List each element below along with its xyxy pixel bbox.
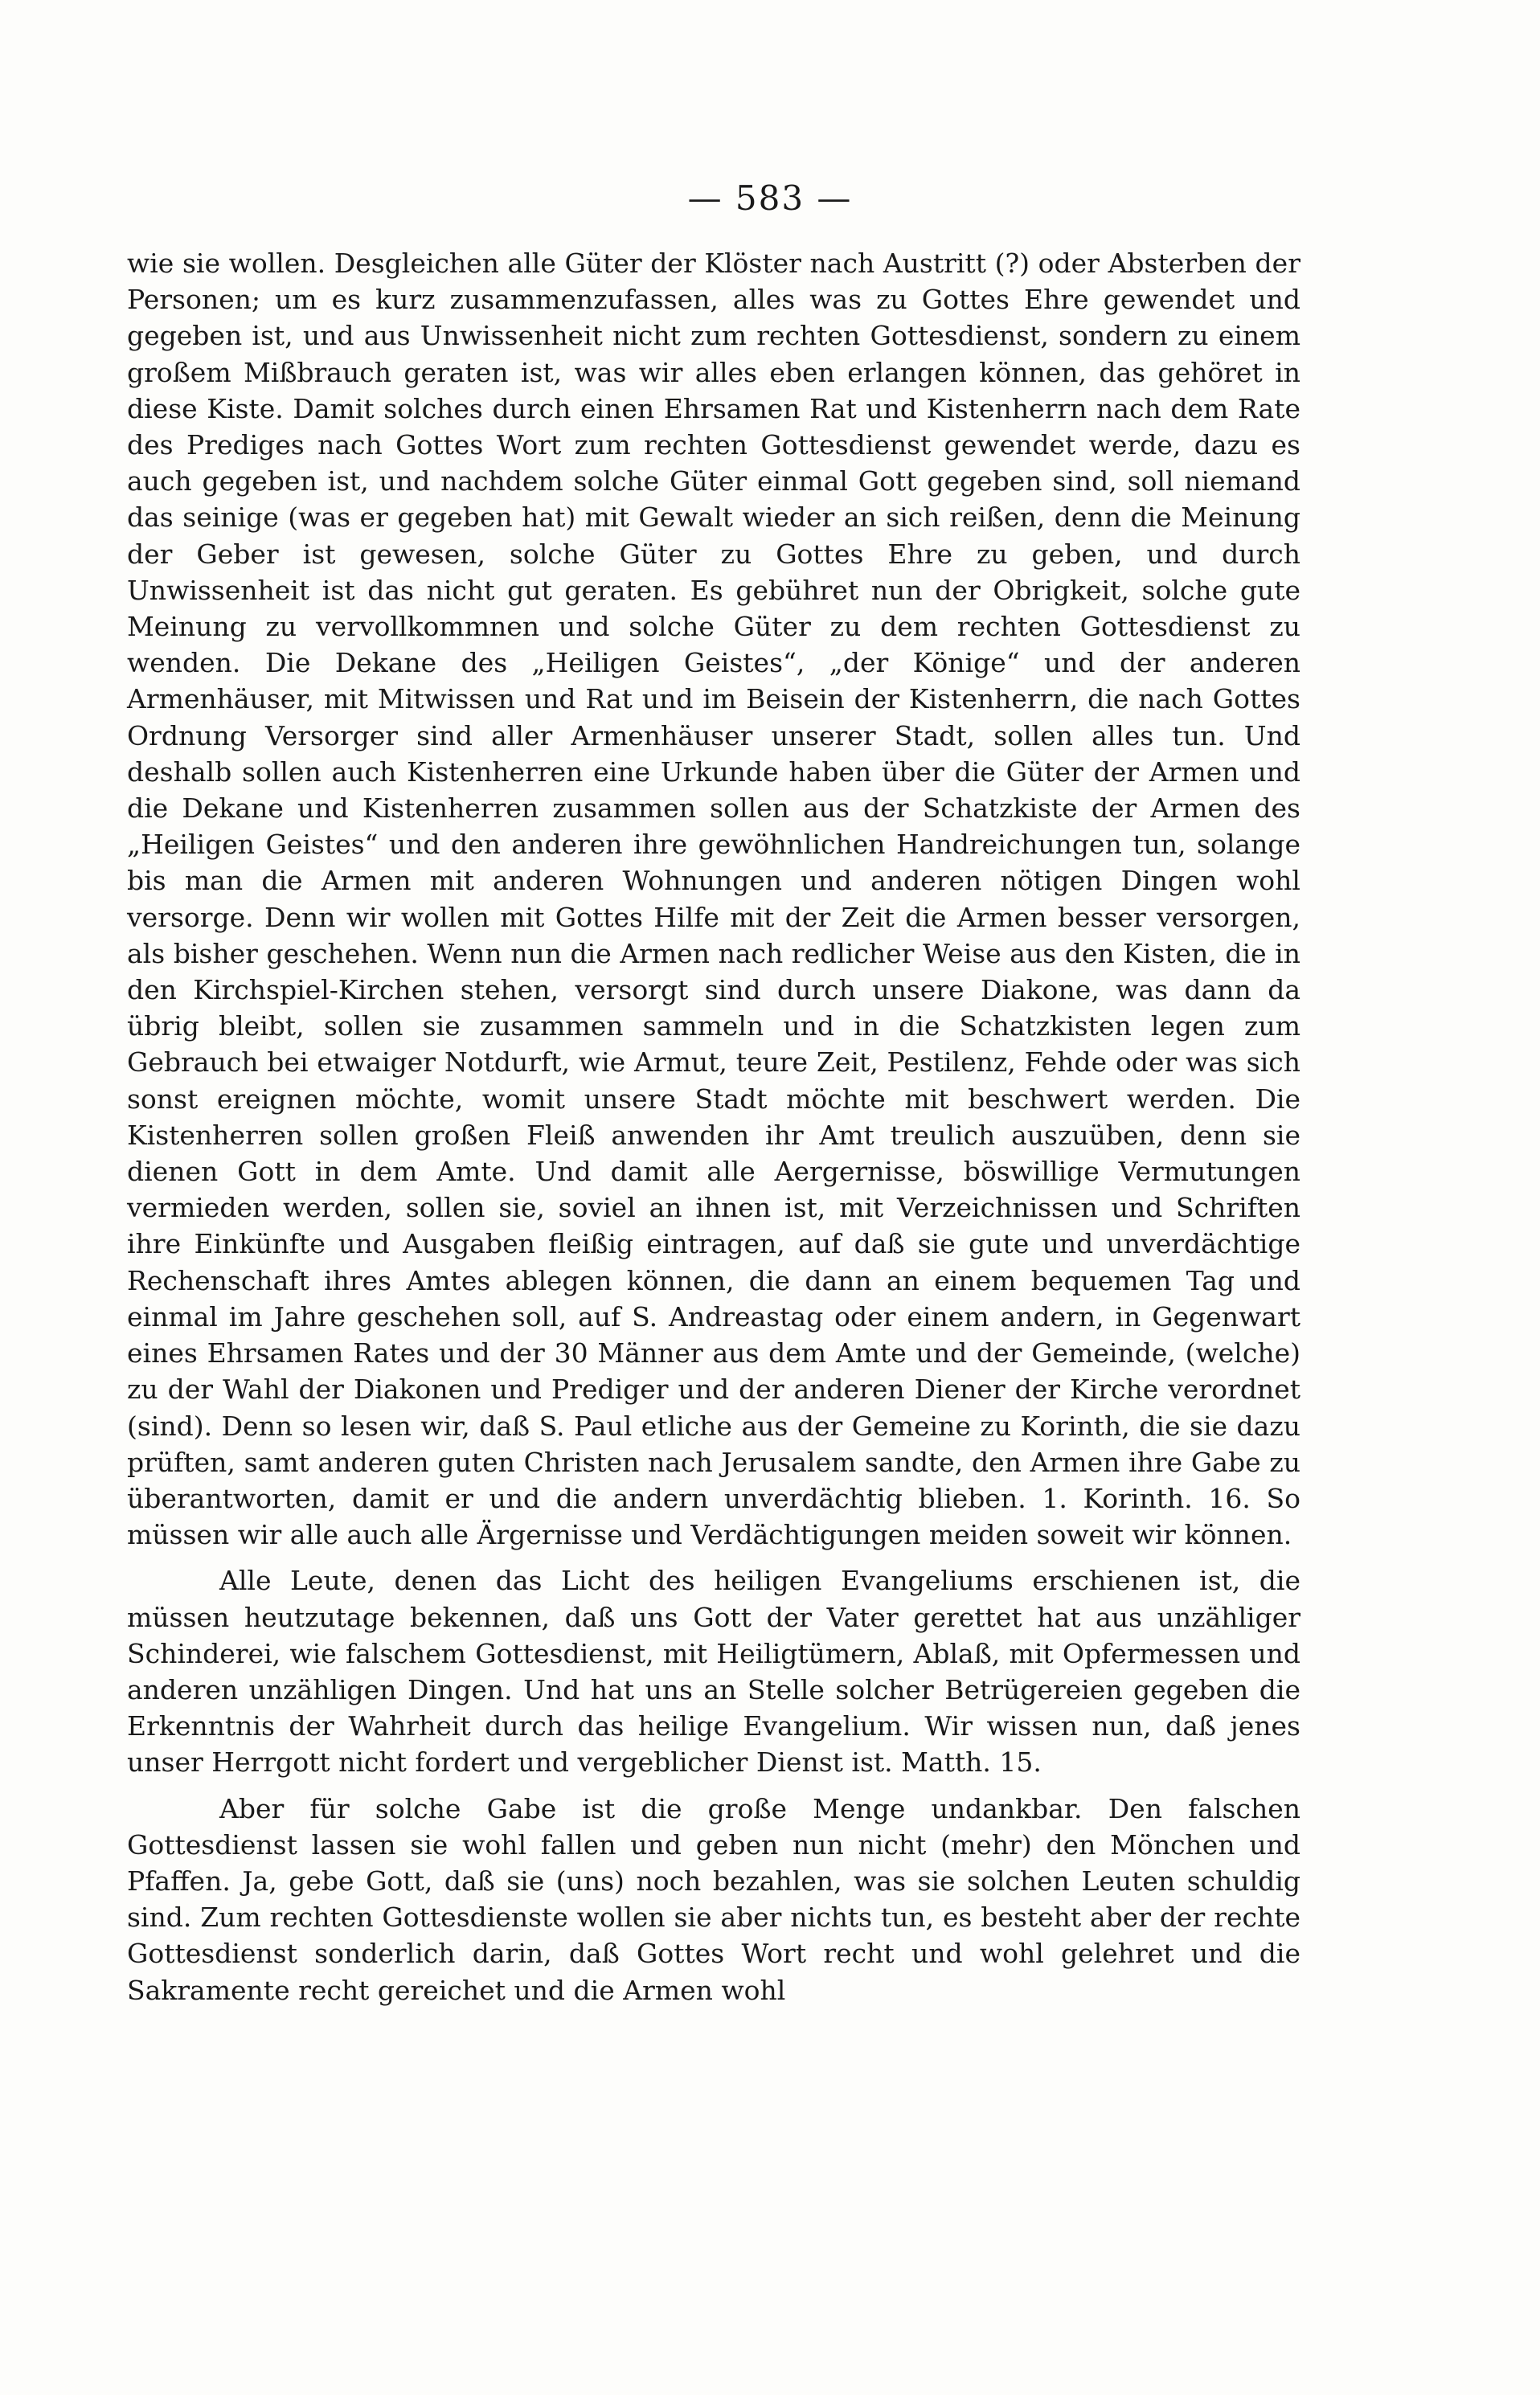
page-number: — 583 — bbox=[687, 178, 853, 218]
paragraph: Alle Leute, denen das Licht des heiligen Evangeliums erschienen ist, die müssen heutzutage bekennen, daß uns Gott der Vater gerettet hat aus unzähliger Schinderei, wie falschem Gottesdienst, mit Heiligtümern, Ablaß, mit Opfermessen und anderen unzähligen Dingen. Und hat uns an Stelle solcher Betrügereien gegeben die Erkenntnis der Wahrheit durch das heilige Evangelium. Wir wissen nun, daß jenes unser Herrgott nicht fordert und vergeblicher Dienst ist. Matth. 15. bbox=[127, 1565, 1300, 1779]
body-text bbox=[127, 245, 1300, 2008]
paragraph: wie sie wollen. Desgleichen alle Güter der Klöster nach Austritt (?) oder Absterben der Personen; um es kurz zusammenzufassen, alles was zu Gottes Ehre gewendet und gegeben ist, und aus Unwissenheit nicht zum rechten Gottesdienst, sondern zu einem großem Mißbrauch geraten ist, was wir alles eben erlangen können, das gehöret in diese Kiste. Damit solches durch einen Ehrsamen Rat und Kistenherrn nach dem Rate des Prediges nach Gottes Wort zum rechten Gottesdienst gewendet werde, dazu es auch gegeben ist, und nachdem solche Güter einmal Gott gegeben sind, soll niemand das seinige (was er gegeben hat) mit Gewalt wieder an sich reißen, denn die Meinung der Geber ist gewesen, solche Güter zu Gottes Ehre zu geben, und durch Unwissenheit ist das nicht gut geraten. Es gebühret nun der Obrigkeit, solche gute Meinung zu vervollkommnen und solche Güter zu dem rechten Gottesdienst zu wenden. Die Dekane des „Heiligen Geistes“, „der Könige“ und der anderen Armenhäuser, mit Mitwissen und Rat und im Beisein der Kistenherrn, die nach Gottes Ordnung Versorger sind aller Armenhäuser unserer Stadt, sollen alles tun. Und deshalb sollen auch Kistenherren eine Urkunde haben über die Güter der Armen und die Dekane und Kistenherren zusammen sollen aus der Schatzkiste der Armen des „Heiligen Geistes“ und den anderen ihre gewöhnlichen Handreichungen tun, solange bis man die Armen mit anderen Wohnungen und anderen nötigen Dingen wohl versorge. Denn wir wollen mit Gottes Hilfe mit der Zeit die Armen besser versorgen, als bisher geschehen. Wenn nun die Armen nach redlicher Weise aus den Kisten, die in den Kirchspiel-Kirchen stehen, versorgt sind durch unsere Diakone, was dann da übrig bleibt, sollen sie zusammen sammeln und in die Schatzkisten legen zum Gebrauch bei etwaiger Notdurft, wie Armut, teure Zeit, Pestilenz, Fehde oder was sich sonst ereignen möchte, womit unsere Stadt möchte mit beschwert werden. Die Kistenherren sollen großen Fleiß anwenden ihr Amt treulich auszuüben, denn sie dienen Gott in dem Amte. Und damit alle Aergernisse, böswillige Vermutungen vermieden werden, sollen sie, soviel an ihnen ist, mit Verzeichnissen und Schriften ihre Einkünfte und Ausgaben fleißig eintragen, auf daß sie gute und unverdächtige Rechenschaft ihres Amtes ablegen können, die dann an einem bequemen Tag und einmal im Jahre geschehen soll, auf S. Andreastag oder einem andern, in Gegenwart eines Ehrsamen Rates und der 30 Männer aus dem Amte und der Gemeinde, (welche) zu der Wahl der Diakonen und Prediger und der anderen Diener der Kirche verordnet (sind). Denn so lesen wir, daß S. Paul etliche aus der Gemeine zu Korinth, die sie dazu prüften, samt anderen guten Christen nach Jerusalem sandte, den Armen ihre Gabe zu überantworten, damit er und die andern unverdächtig blieben. 1. Korinth. 16. So müssen wir alle auch alle Ärgernisse und Verdächtigungen meiden soweit wir können. bbox=[127, 248, 1300, 1551]
paragraph: Aber für solche Gabe ist die große Menge undankbar. Den falschen Gottesdienst lassen sie wohl fallen und geben nun nicht (mehr) den Mönchen und Pfaffen. Ja, gebe Gott, daß sie (uns) noch bezahlen, was sie solchen Leuten schuldig sind. Zum rechten Gottesdienste wollen sie aber nichts tun, es besteht aber der rechte Gottesdienst sonderlich darin, daß Gottes Wort recht und wohl gelehret und die Sakramente recht gereichet und die Armen wohl bbox=[127, 1792, 1300, 2006]
